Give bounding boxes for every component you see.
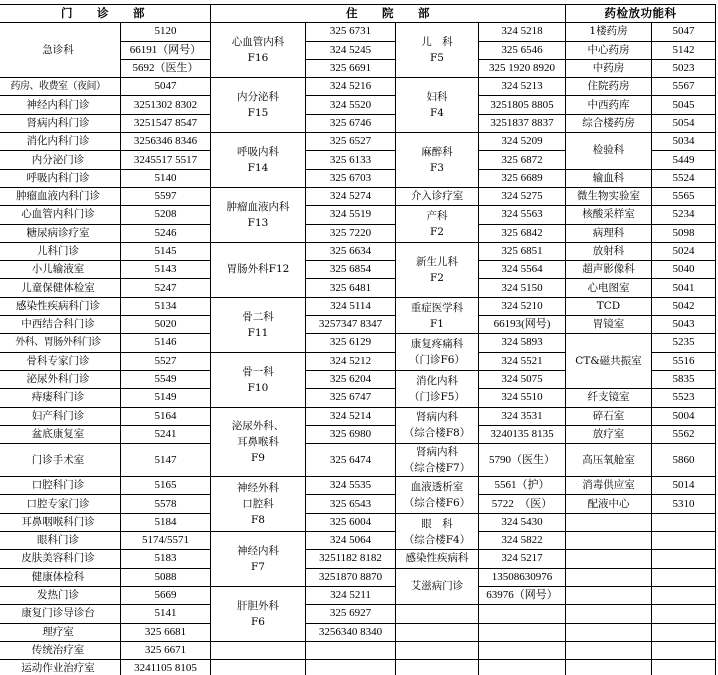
table-row	[0, 133, 716, 151]
inpatient-right-empty-cell	[396, 641, 479, 659]
table-row	[0, 513, 716, 531]
inpatient-right-empty-cell	[479, 641, 566, 659]
inpatient-right-empty-cell	[479, 660, 566, 675]
outpatient-dept-name: 运动作业治疗室	[0, 660, 121, 675]
pharmacy-phone-number: 5042	[652, 297, 716, 315]
outpatient-dept-name: 儿童保健体检室	[0, 279, 121, 297]
inpatient-right-phone-number: 324 5213	[479, 78, 566, 96]
outpatient-dept-name: 药房、收费室（夜间）	[0, 78, 121, 96]
pharmacy-empty-cell	[566, 623, 652, 641]
pharmacy-dept-name: 中心药房	[566, 41, 652, 59]
pharmacy-phone-number: 5045	[652, 96, 716, 114]
inpatient-left-phone-number: 3251182 8182	[306, 550, 396, 568]
pharmacy-empty-cell	[652, 623, 716, 641]
inpatient-right-phone-number: 324 5075	[479, 370, 566, 388]
inpatient-right-phone-number: 324 5218	[479, 23, 566, 41]
table-row	[0, 224, 716, 242]
inpatient-right-phone-number: 66193(网号)	[479, 316, 566, 334]
inpatient-right-empty-cell	[396, 605, 479, 623]
table-row	[0, 605, 716, 623]
inpatient-left-dept-name: 呼吸内科 F14	[211, 133, 306, 188]
pharmacy-phone-number: 5523	[652, 389, 716, 407]
pharmacy-dept-name: 核酸采样室	[566, 206, 652, 224]
outpatient-dept-name: 门诊手术室	[0, 444, 121, 477]
inpatient-left-phone-number: 325 6927	[306, 605, 396, 623]
inpatient-left-phone-number: 325 6129	[306, 334, 396, 352]
table-row	[0, 334, 716, 352]
inpatient-left-phone-number: 325 6854	[306, 261, 396, 279]
inpatient-right-phone-number: 63976（网号）	[479, 586, 566, 604]
outpatient-phone-number: 5047	[121, 78, 211, 96]
pharmacy-empty-cell	[566, 568, 652, 586]
outpatient-phone-number: 5149	[121, 389, 211, 407]
pharmacy-empty-cell	[652, 513, 716, 531]
inpatient-right-empty-cell	[396, 660, 479, 675]
inpatient-left-empty-cell	[306, 660, 396, 675]
outpatient-phone-number: 3245517 5517	[121, 151, 211, 169]
inpatient-left-phone-number: 325 6004	[306, 513, 396, 531]
inpatient-right-dept-name: 肾病内科 （综合楼F8）	[396, 407, 479, 444]
inpatient-right-phone-number: 325 6872	[479, 151, 566, 169]
inpatient-left-phone-number: 324 5520	[306, 96, 396, 114]
pharmacy-dept-name: 高压氧舱室	[566, 444, 652, 477]
inpatient-right-dept-name: 肾病内科 （综合楼F7）	[396, 444, 479, 477]
pharmacy-empty-cell	[652, 660, 716, 675]
outpatient-dept-name: 内分泌门诊	[0, 151, 121, 169]
inpatient-right-dept-name: 麻醉科 F3	[396, 133, 479, 188]
table-row	[0, 586, 716, 604]
table-row	[0, 660, 716, 675]
pharmacy-dept-name: CT&磁共振室	[566, 334, 652, 389]
outpatient-phone-number: 5246	[121, 224, 211, 242]
table-row	[0, 316, 716, 334]
outpatient-phone-number: 3251547 8547	[121, 114, 211, 132]
table-row	[0, 206, 716, 224]
inpatient-right-phone-number: 324 5275	[479, 187, 566, 205]
outpatient-phone-number: 3256346 8346	[121, 133, 211, 151]
inpatient-left-phone-number: 325 6474	[306, 444, 396, 477]
outpatient-dept-name: 口腔科门诊	[0, 477, 121, 495]
phone-directory-table	[0, 4, 716, 675]
outpatient-dept-name: 妇产科门诊	[0, 407, 121, 425]
table-row	[0, 187, 716, 205]
outpatient-header: 门 诊 部	[0, 5, 211, 23]
outpatient-phone-number: 5146	[121, 334, 211, 352]
pharmacy-phone-number: 5040	[652, 261, 716, 279]
inpatient-left-dept-name: 肝胆外科 F6	[211, 586, 306, 641]
pharmacy-dept-name: 放射科	[566, 242, 652, 260]
pharmacy-phone-number: 5310	[652, 495, 716, 513]
table-row	[0, 23, 716, 41]
pharmacy-empty-cell	[566, 513, 652, 531]
inpatient-right-phone-number: 324 5430	[479, 513, 566, 531]
pharmacy-dept-name: 放疗室	[566, 425, 652, 443]
pharmacy-phone-number: 5567	[652, 78, 716, 96]
table-row	[0, 242, 716, 260]
inpatient-left-phone-number: 325 6481	[306, 279, 396, 297]
inpatient-right-dept-name: 妇科 F4	[396, 78, 479, 133]
inpatient-right-dept-name: 康复疼痛科 （门诊F6）	[396, 334, 479, 371]
pharmacy-empty-cell	[652, 568, 716, 586]
outpatient-dept-name: 泌尿外科门诊	[0, 370, 121, 388]
outpatient-dept-name: 皮肤美容科门诊	[0, 550, 121, 568]
pharmacy-phone-number: 5014	[652, 477, 716, 495]
outpatient-phone-number: 5143	[121, 261, 211, 279]
outpatient-phone-number: 3251302 8302	[121, 96, 211, 114]
inpatient-left-phone-number: 324 5274	[306, 187, 396, 205]
pharmacy-lab-header: 药检放功能科	[566, 5, 716, 23]
pharmacy-phone-number: 5043	[652, 316, 716, 334]
inpatient-left-phone-number: 325 6731	[306, 23, 396, 41]
outpatient-phone-number: 5527	[121, 352, 211, 370]
inpatient-right-dept-name: 儿 科 F5	[396, 23, 479, 78]
outpatient-phone-number: 5140	[121, 169, 211, 187]
inpatient-right-phone-number: 5722 （医）	[479, 495, 566, 513]
inpatient-left-phone-number: 325 6133	[306, 151, 396, 169]
outpatient-phone-number: 325 6681	[121, 623, 211, 641]
inpatient-right-phone-number: 324 5893	[479, 334, 566, 352]
pharmacy-dept-name: 配液中心	[566, 495, 652, 513]
pharmacy-dept-name: 中西药库	[566, 96, 652, 114]
pharmacy-phone-number: 5235	[652, 334, 716, 352]
inpatient-right-phone-number: 5561（护）	[479, 477, 566, 495]
inpatient-left-phone-number: 325 7220	[306, 224, 396, 242]
table-row	[0, 169, 716, 187]
table-row	[0, 279, 716, 297]
outpatient-phone-number: 5183	[121, 550, 211, 568]
inpatient-left-dept-name: 肿瘤血液内科 F13	[211, 187, 306, 242]
pharmacy-dept-name: 1楼药房	[566, 23, 652, 41]
inpatient-right-phone-number: 325 6546	[479, 41, 566, 59]
outpatient-dept-name: 感染性疾病科门诊	[0, 297, 121, 315]
inpatient-left-phone-number: 325 6980	[306, 425, 396, 443]
pharmacy-phone-number: 5860	[652, 444, 716, 477]
pharmacy-phone-number: 5565	[652, 187, 716, 205]
outpatient-phone-number: 5692（医生）	[121, 59, 211, 77]
inpatient-left-empty-cell	[211, 660, 306, 675]
inpatient-left-empty-cell	[306, 641, 396, 659]
pharmacy-dept-name: 消毒供应室	[566, 477, 652, 495]
inpatient-left-phone-number: 325 6634	[306, 242, 396, 260]
inpatient-left-phone-number: 3251870 8870	[306, 568, 396, 586]
inpatient-left-phone-number: 325 6691	[306, 59, 396, 77]
table-row	[0, 389, 716, 407]
outpatient-phone-number: 5145	[121, 242, 211, 260]
inpatient-left-empty-cell	[211, 641, 306, 659]
pharmacy-phone-number: 5524	[652, 169, 716, 187]
pharmacy-phone-number: 5562	[652, 425, 716, 443]
pharmacy-phone-number: 5234	[652, 206, 716, 224]
inpatient-right-empty-cell	[479, 605, 566, 623]
pharmacy-dept-name: TCD	[566, 297, 652, 315]
outpatient-dept-name: 心血管内科门诊	[0, 206, 121, 224]
header-row	[0, 5, 716, 23]
outpatient-dept-name: 消化内科门诊	[0, 133, 121, 151]
inpatient-left-phone-number: 324 5212	[306, 352, 396, 370]
outpatient-dept-name: 呼吸内科门诊	[0, 169, 121, 187]
pharmacy-dept-name: 纤支镜室	[566, 389, 652, 407]
outpatient-dept-name: 盆底康复室	[0, 425, 121, 443]
outpatient-phone-number: 5208	[121, 206, 211, 224]
outpatient-phone-number: 5134	[121, 297, 211, 315]
table-row	[0, 407, 716, 425]
pharmacy-phone-number: 5516	[652, 352, 716, 370]
inpatient-left-phone-number: 324 5245	[306, 41, 396, 59]
pharmacy-empty-cell	[652, 532, 716, 550]
table-row	[0, 425, 716, 443]
inpatient-header: 住 院 部	[211, 5, 566, 23]
inpatient-left-phone-number: 324 5535	[306, 477, 396, 495]
outpatient-dept-name: 中西结合科门诊	[0, 316, 121, 334]
inpatient-left-phone-number: 324 5216	[306, 78, 396, 96]
table-row	[0, 641, 716, 659]
outpatient-dept-name: 糖尿病诊疗室	[0, 224, 121, 242]
pharmacy-empty-cell	[566, 550, 652, 568]
pharmacy-phone-number: 5034	[652, 133, 716, 151]
inpatient-right-phone-number: 324 5150	[479, 279, 566, 297]
pharmacy-empty-cell	[566, 586, 652, 604]
pharmacy-phone-number: 5047	[652, 23, 716, 41]
inpatient-right-phone-number: 3251837 8837	[479, 114, 566, 132]
pharmacy-dept-name: 输血科	[566, 169, 652, 187]
inpatient-left-dept-name: 心血管内科 F16	[211, 23, 306, 78]
outpatient-dept-name: 外科、胃肠外科门诊	[0, 334, 121, 352]
inpatient-right-phone-number: 324 5822	[479, 532, 566, 550]
outpatient-phone-number: 5174/5571	[121, 532, 211, 550]
outpatient-phone-number: 3241105 8105	[121, 660, 211, 675]
outpatient-dept-name: 儿科门诊	[0, 242, 121, 260]
inpatient-right-dept-name: 艾滋病门诊	[396, 568, 479, 605]
pharmacy-empty-cell	[566, 660, 652, 675]
inpatient-right-dept-name: 消化内科 （门诊F5）	[396, 370, 479, 407]
pharmacy-phone-number: 5449	[652, 151, 716, 169]
outpatient-phone-number: 5247	[121, 279, 211, 297]
table-row	[0, 261, 716, 279]
inpatient-right-phone-number: 325 6842	[479, 224, 566, 242]
inpatient-right-phone-number: 324 5217	[479, 550, 566, 568]
outpatient-phone-number: 5549	[121, 370, 211, 388]
outpatient-phone-number: 5578	[121, 495, 211, 513]
pharmacy-empty-cell	[652, 605, 716, 623]
inpatient-left-dept-name: 神经内科 F7	[211, 532, 306, 587]
table-row	[0, 477, 716, 495]
pharmacy-phone-number: 5054	[652, 114, 716, 132]
table-row	[0, 444, 716, 477]
inpatient-left-dept-name: 神经外科 口腔科 F8	[211, 477, 306, 532]
outpatient-dept-name: 肾病内科门诊	[0, 114, 121, 132]
pharmacy-empty-cell	[652, 641, 716, 659]
inpatient-left-dept-name: 骨一科 F10	[211, 352, 306, 407]
outpatient-dept-name: 理疗室	[0, 623, 121, 641]
pharmacy-empty-cell	[566, 532, 652, 550]
table-row	[0, 297, 716, 315]
pharmacy-phone-number: 5098	[652, 224, 716, 242]
inpatient-right-dept-name: 感染性疾病科	[396, 550, 479, 568]
outpatient-dept-name: 眼科门诊	[0, 532, 121, 550]
inpatient-left-phone-number: 324 5214	[306, 407, 396, 425]
inpatient-right-dept-name: 介入诊疗室	[396, 187, 479, 205]
inpatient-right-phone-number: 324 5521	[479, 352, 566, 370]
inpatient-right-phone-number: 325 1920 8920	[479, 59, 566, 77]
outpatient-phone-number: 5147	[121, 444, 211, 477]
outpatient-phone-number: 5020	[121, 316, 211, 334]
inpatient-left-phone-number: 324 5064	[306, 532, 396, 550]
inpatient-right-phone-number: 324 3531	[479, 407, 566, 425]
inpatient-right-phone-number: 324 5564	[479, 261, 566, 279]
outpatient-dept-name: 神经内科门诊	[0, 96, 121, 114]
inpatient-right-phone-number: 324 5209	[479, 133, 566, 151]
inpatient-right-phone-number: 3240135 8135	[479, 425, 566, 443]
outpatient-phone-number: 5120	[121, 23, 211, 41]
inpatient-left-phone-number: 325 6703	[306, 169, 396, 187]
outpatient-dept-name: 小儿输液室	[0, 261, 121, 279]
inpatient-right-dept-name: 重症医学科 F1	[396, 297, 479, 334]
outpatient-dept-name: 急诊科	[0, 23, 121, 78]
pharmacy-empty-cell	[652, 586, 716, 604]
pharmacy-phone-number: 5023	[652, 59, 716, 77]
outpatient-phone-number: 66191（网号）	[121, 41, 211, 59]
inpatient-left-dept-name: 胃肠外科F12	[211, 242, 306, 297]
inpatient-right-phone-number: 324 5563	[479, 206, 566, 224]
outpatient-dept-name: 肿瘤血液内科门诊	[0, 187, 121, 205]
outpatient-phone-number: 5088	[121, 568, 211, 586]
pharmacy-dept-name: 胃镜室	[566, 316, 652, 334]
pharmacy-dept-name: 超声影像科	[566, 261, 652, 279]
inpatient-right-dept-name: 产科 F2	[396, 206, 479, 243]
pharmacy-phone-number: 5024	[652, 242, 716, 260]
inpatient-left-phone-number: 325 6746	[306, 114, 396, 132]
pharmacy-phone-number: 5835	[652, 370, 716, 388]
inpatient-left-phone-number: 324 5211	[306, 586, 396, 604]
outpatient-phone-number: 5164	[121, 407, 211, 425]
inpatient-left-phone-number: 325 6543	[306, 495, 396, 513]
pharmacy-dept-name: 住院药房	[566, 78, 652, 96]
inpatient-right-dept-name: 血液透析室 （综合楼F6）	[396, 477, 479, 514]
outpatient-phone-number: 5597	[121, 187, 211, 205]
inpatient-left-phone-number: 325 6204	[306, 370, 396, 388]
table-row	[0, 568, 716, 586]
inpatient-left-phone-number: 3257347 8347	[306, 316, 396, 334]
inpatient-right-phone-number: 3251805 8805	[479, 96, 566, 114]
inpatient-right-phone-number: 5790（医生）	[479, 444, 566, 477]
inpatient-left-phone-number: 325 6747	[306, 389, 396, 407]
pharmacy-dept-name: 心电图室	[566, 279, 652, 297]
outpatient-phone-number: 5165	[121, 477, 211, 495]
inpatient-right-dept-name: 新生儿科 F2	[396, 242, 479, 297]
outpatient-dept-name: 骨科专家门诊	[0, 352, 121, 370]
pharmacy-dept-name: 综合楼药房	[566, 114, 652, 132]
outpatient-dept-name: 发热门诊	[0, 586, 121, 604]
pharmacy-phone-number: 5142	[652, 41, 716, 59]
inpatient-left-dept-name: 内分泌科 F15	[211, 78, 306, 133]
inpatient-right-empty-cell	[396, 623, 479, 641]
inpatient-right-phone-number: 324 5510	[479, 389, 566, 407]
table-row	[0, 532, 716, 550]
pharmacy-dept-name: 碎石室	[566, 407, 652, 425]
pharmacy-dept-name: 微生物实验室	[566, 187, 652, 205]
table-row	[0, 623, 716, 641]
inpatient-right-phone-number: 324 5210	[479, 297, 566, 315]
inpatient-right-dept-name: 眼 科 （综合楼F4）	[396, 513, 479, 550]
outpatient-dept-name: 健康体检科	[0, 568, 121, 586]
pharmacy-empty-cell	[652, 550, 716, 568]
table-row	[0, 550, 716, 568]
inpatient-right-phone-number: 13508630976	[479, 568, 566, 586]
outpatient-phone-number: 5184	[121, 513, 211, 531]
inpatient-right-phone-number: 325 6851	[479, 242, 566, 260]
pharmacy-phone-number: 5041	[652, 279, 716, 297]
pharmacy-empty-cell	[566, 605, 652, 623]
outpatient-dept-name: 康复门诊导诊台	[0, 605, 121, 623]
table-row	[0, 114, 716, 132]
inpatient-left-phone-number: 325 6527	[306, 133, 396, 151]
outpatient-phone-number: 5141	[121, 605, 211, 623]
pharmacy-empty-cell	[566, 641, 652, 659]
pharmacy-dept-name: 病理科	[566, 224, 652, 242]
inpatient-left-dept-name: 骨二科 F11	[211, 297, 306, 352]
inpatient-left-phone-number: 3256340 8340	[306, 623, 396, 641]
table-row	[0, 78, 716, 96]
pharmacy-dept-name: 检验科	[566, 133, 652, 170]
table-row	[0, 495, 716, 513]
inpatient-right-phone-number: 325 6689	[479, 169, 566, 187]
outpatient-phone-number: 5241	[121, 425, 211, 443]
outpatient-dept-name: 口腔专家门诊	[0, 495, 121, 513]
pharmacy-phone-number: 5004	[652, 407, 716, 425]
outpatient-phone-number: 5669	[121, 586, 211, 604]
inpatient-left-phone-number: 324 5519	[306, 206, 396, 224]
inpatient-right-empty-cell	[479, 623, 566, 641]
outpatient-dept-name: 痔瘘科门诊	[0, 389, 121, 407]
table-row	[0, 96, 716, 114]
inpatient-left-dept-name: 泌尿外科、 耳鼻喉科 F9	[211, 407, 306, 477]
inpatient-left-phone-number: 324 5114	[306, 297, 396, 315]
outpatient-dept-name: 耳鼻咽喉科门诊	[0, 513, 121, 531]
outpatient-dept-name: 传统治疗室	[0, 641, 121, 659]
pharmacy-dept-name: 中药房	[566, 59, 652, 77]
outpatient-phone-number: 325 6671	[121, 641, 211, 659]
